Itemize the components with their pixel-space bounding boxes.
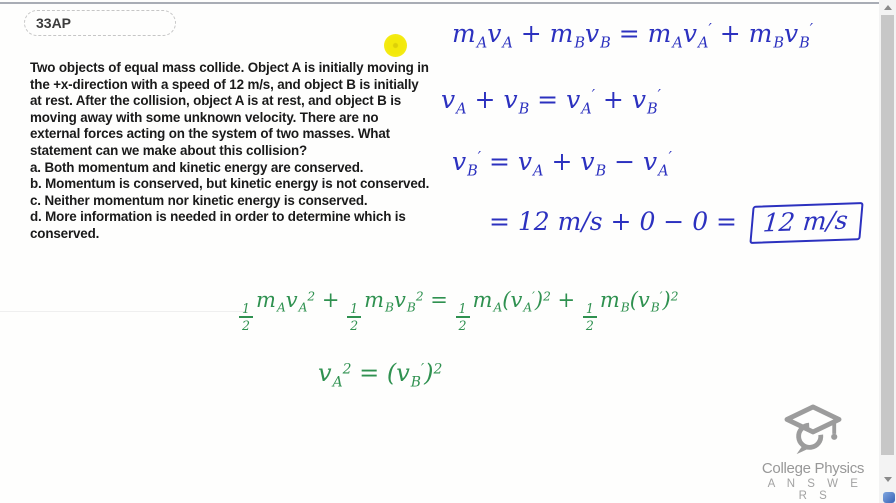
equation-kinetic-energy: $\frac{1}{2}$ $m_Av_A^2$ + $\frac{1}{2}$ $m_Bv_B^2$ = $\frac{1}{2}$ $m_A(v_A')^2$ + $\frac{1}{2}$ $m_B(v_B')^2$ <box>238 290 678 332</box>
answer-option-c: c. Neither momentum nor kinetic energy is conserved. <box>30 192 368 208</box>
graduation-cap-icon <box>784 404 842 458</box>
equation-speeds-squared: $v_A^2 = (v_B')^2$ <box>318 359 443 391</box>
logo-title: College Physics <box>761 460 865 477</box>
question-number-badge <box>24 10 176 36</box>
scrollbar-thumb[interactable] <box>881 15 894 455</box>
equation-solve-vb-prime: $v_B' = v_A + v_B - v_A'$ <box>452 147 672 180</box>
equation-masses-cancelled: $v_A + v_B = v_A' + v_B'$ <box>441 85 661 118</box>
scroll-up-icon <box>884 5 892 10</box>
scroll-up-button[interactable] <box>879 0 896 15</box>
problem-text-block <box>30 60 431 243</box>
equation-numeric-answer: = 12 m/s + 0 − 0 = 12 m/s <box>489 204 862 242</box>
vertical-scrollbar[interactable] <box>879 0 896 503</box>
logo-subtitle: A N S W E R S <box>767 478 863 502</box>
college-physics-answers-logo <box>760 404 866 502</box>
answer-option-d: d. More information is needed in order to determine which is conserved. <box>30 209 406 241</box>
equation-momentum-conservation: $m_Av_A + m_Bv_B = m_Av_A' + m_Bv_B'$ <box>452 19 814 52</box>
answer-option-b: b. Momentum is conserved, but kinetic energy is not conserved. <box>30 176 430 192</box>
answer-option-a: a. Both momentum and kinetic energy are conserved. <box>30 159 364 175</box>
corner-blue-icon <box>883 492 895 503</box>
presenter-cursor-highlight <box>384 34 407 57</box>
faint-page-rule <box>0 311 247 312</box>
top-border-line <box>0 2 896 4</box>
scroll-down-icon <box>884 477 892 482</box>
question-number-label: 33AP <box>36 15 72 31</box>
problem-statement: Two objects of equal mass collide. Object A is initially moving in the +x-direction with a speed of 12 m/s, and object B is initially at rest. After the collision, object A is at rest, and object B is moving away with some unknown velocity. There are no external forces acting on the system of two masses. What statement can we make about this collision? <box>30 60 429 158</box>
scroll-down-button[interactable] <box>879 472 896 487</box>
